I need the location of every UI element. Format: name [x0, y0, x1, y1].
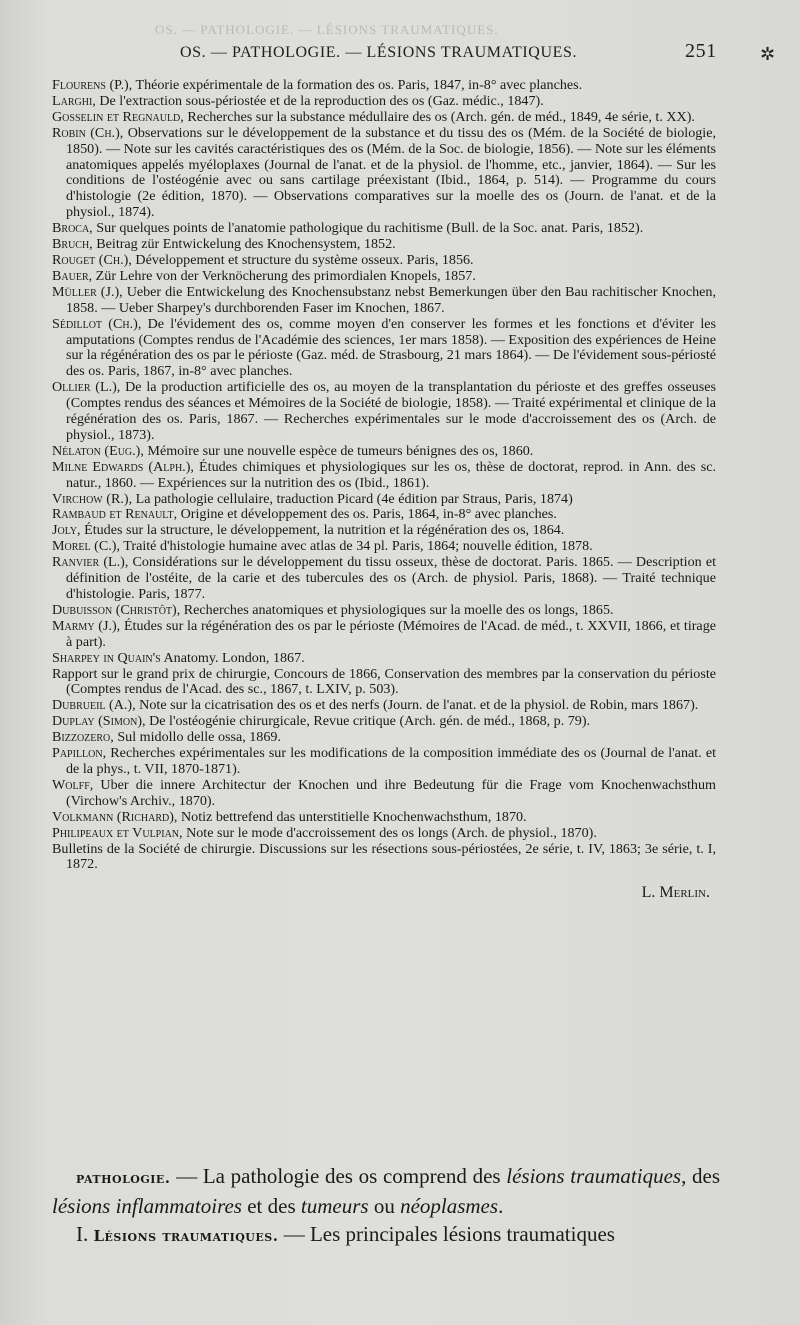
bibliography-entry	[52, 78, 716, 94]
entry-author: Milne Edwards (Alph.),	[52, 458, 194, 475]
entry-text: Théorie expérimentale de la formation des os. Paris, 1847, in-8° avec planches.	[132, 77, 583, 93]
bibliography	[52, 78, 716, 901]
entry-text: Note sur le mode d'accroissement des os longs (Arch. de physiol., 1870).	[182, 824, 597, 841]
entry-text: De l'évidement des os, comme moyen d'en conserver les formes et les fonctions et d'éviter les amputations (Comptes rendus de l'Académie des sciences, 1er mars 1858). — Exposition des expériences de Heine sur la régénération des os par le périoste (Gaz. méd. de Strasbourg, 21 mars 1864). — De l'évidement sous-périosté des os. Paris, 1867, in-8° avec planches.	[66, 315, 716, 380]
bibliography-entry	[52, 253, 716, 269]
entry-author: Philipeaux et Vulpian,	[52, 824, 183, 841]
entry-author: Papillon,	[52, 745, 107, 762]
bibliography-entry	[52, 746, 716, 778]
entry-text: Notiz bettrefend das unterstitielle Knochenwachsthum, 1870.	[177, 808, 527, 825]
bibliography-entry	[52, 619, 716, 651]
entry-text: Études sur la régénération des os par le périoste (Mémoires de l'Acad. de méd., t. XXVII, 1866, et tirage à part).	[66, 617, 716, 650]
bibliography-entry	[52, 555, 716, 603]
entry-author: Wolff,	[52, 776, 94, 793]
text-run: et des	[241, 1194, 301, 1218]
entry-author: Dubrueil (A.),	[52, 697, 136, 714]
entry-author: Marmy (J.),	[52, 617, 121, 634]
emphasis: lésions inflammatoires	[52, 1194, 242, 1218]
bibliography-entry	[52, 444, 716, 460]
ink-blot-icon: ✲	[760, 44, 776, 65]
entry-text: Rapport sur le grand prix de chirurgie, Concours de 1866, Conservation des membres par la conservation du périoste (Comptes rendus de l'Acad. des sc., 1867, t. LXIV, p. 503).	[52, 665, 716, 698]
bibliography-entry	[52, 539, 716, 555]
entry-author: Flourens (P.),	[52, 77, 133, 93]
entry-author: Bizzozero,	[52, 729, 114, 746]
entry-text: Sur quelques points de l'anatomie pathologique du rachitisme (Bull. de la Soc. anat. Paris, 1852).	[92, 220, 644, 237]
entry-author: Dubuisson (Christôt),	[52, 601, 181, 618]
text-run: .	[498, 1194, 504, 1218]
entry-text: Note sur la cicatrisation des os et des nerfs (Journ. de l'anat. et de la physiol. de Robin, mars 1867).	[135, 697, 699, 714]
entry-text: Recherches sur la substance médullaire des os (Arch. gén. de méd., 1849, 4e série, t. XX).	[183, 108, 695, 125]
bibliography-entry	[52, 492, 716, 508]
entry-text: Développement et structure du système osseux. Paris, 1856.	[131, 251, 474, 268]
entry-text: Anatomy. London, 1867.	[160, 649, 305, 666]
author-signature: L. Merlin.	[641, 884, 710, 902]
bibliography-entry	[52, 810, 716, 826]
entry-text: Zür Lehre von der Verknöcherung des primordialen Knopels, 1857.	[92, 267, 476, 284]
bibliography-entry	[52, 126, 716, 221]
bibliography-entry	[52, 285, 716, 317]
entry-text: Recherches expérimentales sur les modifications de la composition immédiate des os (Journal de l'anat. et de la phys., t. VII, 1870-1871).	[66, 745, 716, 777]
bibliography-entry	[52, 110, 716, 126]
bibliography-entry	[52, 523, 716, 539]
text-run: ou	[368, 1194, 401, 1218]
entry-text: La pathologie cellulaire, traduction Picard (4e édition par Straus, Paris, 1874)	[132, 490, 573, 507]
bibliography-entry	[52, 94, 716, 110]
entry-text: Ueber die Entwickelung des Knochensubstanz nebst Bemerkungen über den Bau rachitischer Knochen, 1858. — Ueber Sharpey's durchborenden Faser im Knochen, 1867.	[66, 283, 716, 316]
entry-author: Virchow (R.),	[52, 490, 133, 507]
entry-author: Ranvier (L.),	[52, 554, 129, 571]
bibliography-entry	[52, 507, 716, 523]
entry-author: Ollier (L.),	[52, 379, 121, 396]
entry-text: Recherches anatomiques et physiologiques sur la moelle des os longs, 1865.	[180, 601, 614, 618]
entry-author: Nélaton (Eug.),	[52, 442, 144, 459]
entry-text: Mémoire sur une nouvelle espèce de tumeurs bénignes des os, 1860.	[143, 442, 534, 459]
entry-text: Beitrag zür Entwickelung des Knochensystem, 1852.	[92, 236, 396, 253]
bibliography-entry	[52, 698, 716, 714]
entry-text: Études chimiques et physiologiques sur les os, thèse de doctorat, reprod. in Ann. des sc. natur., 1860. — Expériences sur la nutrition des os (Ibid., 1861).	[66, 458, 716, 491]
emphasis: lésions traumatiques	[506, 1164, 682, 1188]
text-run: , des	[681, 1164, 721, 1188]
entry-author: Robin (Ch.),	[52, 124, 124, 141]
entry-author: Rambaud et Renault,	[52, 506, 178, 523]
page-number: 251	[685, 40, 717, 62]
section-heading: pathologie.	[76, 1169, 171, 1187]
entry-author: Volkmann (Richard),	[52, 808, 178, 825]
emphasis: néoplasmes	[400, 1194, 499, 1218]
bibliography-entry	[52, 269, 716, 285]
entry-author: Larghi,	[52, 92, 96, 109]
bibliography-entry	[52, 714, 716, 730]
main-text	[52, 1162, 720, 1250]
section-number: I.	[76, 1222, 94, 1246]
entry-author: Sharpey in Quain's	[52, 649, 161, 666]
entry-author: Duplay (Simon),	[52, 713, 146, 730]
bibliography-entry	[52, 460, 716, 492]
entry-text: De la production artificielle des os, au moyen de la transplantation du périoste et des greffes osseuses (Comptes rendus des séances et Mémoires de la Société de biologie, 1858). — Traité expérimental et clinique de la régénération des os. Paris, 1867. — Recherches expérimentales sur le mode d'accroissement des os (Arch. de physiol., 1873).	[66, 379, 716, 443]
paragraph-pathologie	[52, 1162, 720, 1220]
bibliography-entry	[52, 221, 716, 237]
entry-author: Rouget (Ch.),	[52, 251, 132, 268]
entry-author: Müller (J.),	[52, 283, 123, 300]
entry-text: De l'ostéogénie chirurgicale, Revue critique (Arch. gén. de méd., 1868, p. 79).	[145, 713, 591, 730]
bibliography-entry	[52, 603, 716, 619]
bibliography-entry	[52, 317, 716, 381]
entry-text: Observations sur le développement de la substance et du tissu des os (Mém. de la Société de biologie, 1850). — Note sur les cavités caractéristiques des os (Mém. de la Soc. de biologie, 1856). — Note sur les éléments anatomiques appelés myéloplaxes (Journal de l'anat. et de la physiol. de l'homme, etc., janvier, 1864). — Sur les conditions de l'ostéogénie avec ou sans cartilage préexistant (Ibid., 1864, p. 514). — Programme du cours d'histologie (2e édition, 1870). — Observations comparatives sur la moelle des os (Journ. de l'anat. et de la physiol., 1874).	[66, 124, 716, 221]
running-head-title: OS. — PATHOLOGIE. — LÉSIONS TRAUMATIQUES.	[180, 44, 578, 61]
text-run: — Les principales lésions traumatiques	[278, 1222, 615, 1246]
bleed-through-text: OS. — PATHOLOGIE. — LÉSIONS TRAUMATIQUES.	[155, 22, 499, 37]
bibliography-entry	[52, 842, 716, 874]
entry-text: De l'extraction sous-périostée et de la reproduction des os (Gaz. médic., 1847).	[95, 92, 544, 109]
entry-text: Uber die innere Architectur der Knochen und ihre Bedeutung für die Frage vom Knochenwachsthum (Virchow's Archiv., 1870).	[66, 776, 716, 809]
bibliography-entry	[52, 826, 716, 842]
entry-text: Bulletins de la Société de chirurgie. Discussions sur les résections sous-périostées, 2e série, t. IV, 1863; 3e série, t. I, 1872.	[52, 840, 716, 873]
entry-author: Bruch,	[52, 236, 93, 253]
bibliography-entry	[52, 667, 716, 699]
entry-author: Bauer,	[52, 267, 93, 284]
entry-text: Traité d'histologie humaine avec atlas de 34 pl. Paris, 1864; nouvelle édition, 1878.	[120, 538, 593, 555]
entry-author: Broca,	[52, 220, 93, 237]
bibliography-entry	[52, 730, 716, 746]
entry-author: Morel (C.),	[52, 538, 120, 555]
entry-text: Considérations sur le développement du tissu osseux, thèse de doctorat. Paris. 1865. — Description et définition de l'ostéite, de la carie et des tubercules des os (Arch. de physiol. Paris, 1868). — Traité technique d'histologie. Paris, 1877.	[66, 554, 716, 602]
entry-text: Sul midollo delle ossa, 1869.	[113, 729, 281, 746]
bibliography-entry	[52, 380, 716, 444]
running-head	[180, 40, 720, 62]
entry-author: Sédillot (Ch.),	[52, 315, 142, 332]
subsection-heading: Lésions traumatiques.	[93, 1227, 279, 1245]
bibliography-entry	[52, 237, 716, 253]
text-run: — La pathologie des os comprend des	[170, 1164, 507, 1188]
bibliography-entry	[52, 778, 716, 810]
entry-author: Gosselin et Regnauld,	[52, 108, 184, 125]
entry-text: Études sur la structure, le développement, la nutrition et la régénération des os, 1864.	[80, 522, 565, 539]
entry-author: Joly,	[52, 522, 81, 539]
paragraph-lesions	[52, 1220, 720, 1250]
emphasis: tumeurs	[300, 1194, 369, 1218]
entry-text: Origine et développement des os. Paris, 1864, in-8° avec planches.	[177, 506, 557, 523]
bibliography-entry	[52, 651, 716, 667]
